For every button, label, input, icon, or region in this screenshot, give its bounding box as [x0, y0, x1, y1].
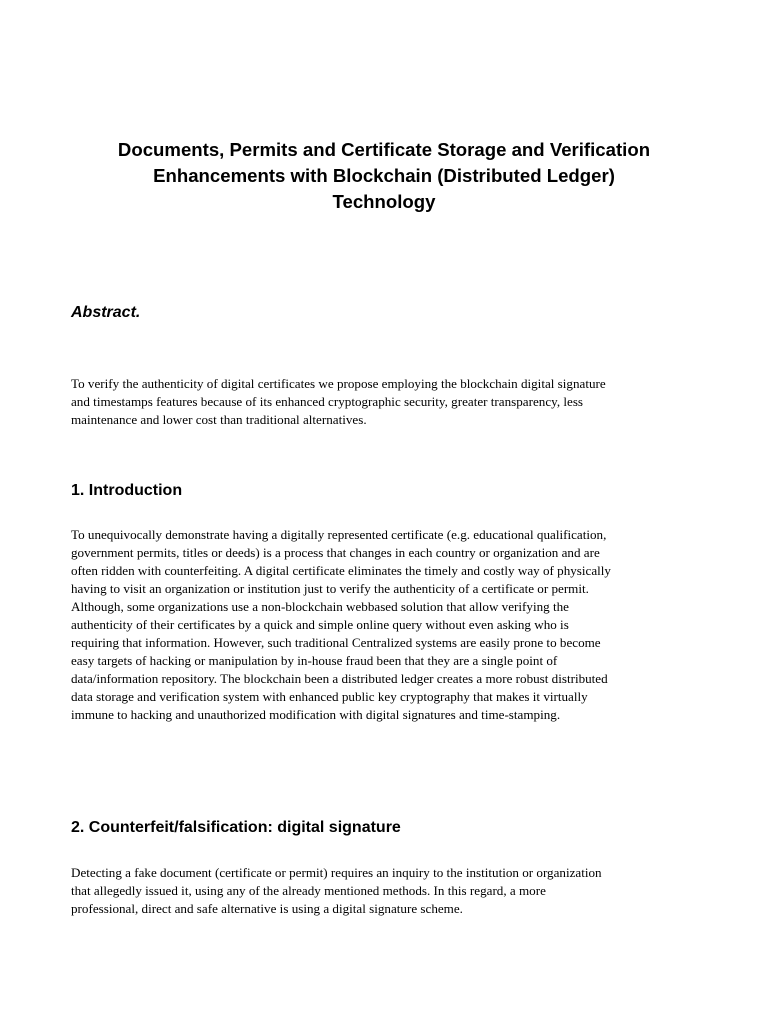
paragraph-line: maintenance and lower cost than traditional alternatives.: [71, 412, 367, 427]
paragraph-line: often ridden with counterfeiting. A digital certificate eliminates the timely and costly way of physically: [71, 563, 611, 578]
document-title: [60, 137, 708, 215]
title-line: Documents, Permits and Certificate Storage and Verification: [117, 139, 651, 160]
paragraph-line: data/information repository. The blockchain been a distributed ledger creates a more robust distributed: [71, 671, 608, 686]
paragraph-line: government permits, titles or deeds) is a process that changes in each country or organization and are: [71, 545, 600, 560]
title-line: Technology: [332, 191, 436, 212]
counterfeit-paragraph: [71, 864, 711, 918]
section-heading-introduction: 1. Introduction: [71, 482, 183, 499]
paragraph-line: immune to hacking and unauthorized modification with digital signatures and time-stamping.: [71, 707, 561, 722]
paragraph-line: authenticity of their certificates by a quick and simple online query without even asking who is: [71, 617, 569, 632]
paragraph-line: professional, direct and safe alternative is using a digital signature scheme.: [71, 901, 463, 916]
paragraph-line: To unequivocally demonstrate having a digitally represented certificate (e.g. educational qualification,: [71, 527, 607, 542]
paragraph-line: requiring that information. However, such traditional Centralized systems are easily prone to become: [71, 635, 601, 650]
paragraph-line: easy targets of hacking or manipulation by in-house fraud been that they are a single point of: [71, 653, 558, 668]
paragraph-line: Although, some organizations use a non-blockchain webbased solution that allow verifying the: [71, 599, 569, 614]
paragraph-line: Detecting a fake document (certificate or permit) requires an inquiry to the institution or organization: [71, 865, 602, 880]
paragraph-line: having to visit an organization or institution just to verify the authenticity of a certificate or permit.: [71, 581, 589, 596]
section-heading-counterfeit: 2. Counterfeit/falsification: digital signature: [71, 819, 401, 836]
abstract-heading: Abstract.: [71, 304, 141, 321]
paragraph-line: To verify the authenticity of digital certificates we propose employing the blockchain digital signature: [71, 376, 606, 391]
paragraph-line: that allegedly issued it, using any of the already mentioned methods. In this regard, a more: [71, 883, 546, 898]
paragraph-line: data storage and verification system with enhanced public key cryptography that makes it virtually: [71, 689, 588, 704]
introduction-paragraph: [71, 526, 711, 724]
paragraph-line: and timestamps features because of its enhanced cryptographic security, greater transparency, less: [71, 394, 584, 409]
abstract-paragraph: [71, 375, 711, 429]
title-line: Enhancements with Blockchain (Distributed Ledger): [153, 165, 615, 186]
